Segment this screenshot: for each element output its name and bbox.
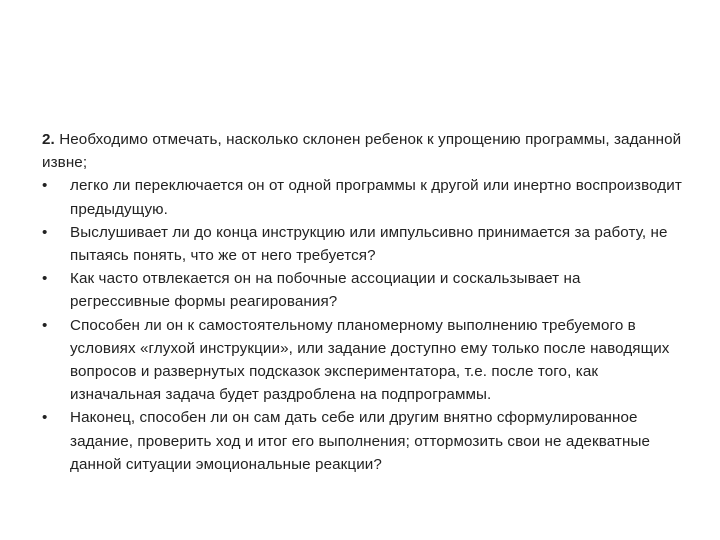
bullet-text: Как часто отвлекается он на побочные ассоциации и соскальзывает на регрессивные формы реагирования? [70,270,581,311]
bullet-item [42,406,682,476]
item-number: 2. [42,131,55,148]
bullet-item [42,314,682,407]
bullet-text: Выслушивает ли до конца инструкцию или импульсивно принимается за работу, не пытаясь понять, что же от него требуется? [70,223,668,265]
bullet-list [42,174,682,476]
bullet-icon: • [42,177,48,195]
bullet-text: Способен ли он к самостоятельному планомерному выполнению требуемого в условиях «глухой инструкции», или задание доступно ему только после наводящих вопросов и развернутых подсказок экспериментатора, т.е. после того, как изначальная задача будет раздроблена на подпрограммы. [70,316,670,404]
bullet-text: Наконец, способен ли он сам дать себе или другим внятно сформулированное задание, проверить ход и итог его выполнения; оттормозить свои не адекватные данной ситуации эмоциональные реакции? [70,409,651,473]
bullet-icon: • [42,316,48,334]
bullet-item [42,174,682,220]
bullet-icon: • [42,270,48,288]
bullet-item [42,267,682,313]
bullet-icon: • [42,223,48,241]
intro-paragraph [42,128,682,174]
bullet-icon: • [42,409,48,427]
bullet-item [42,221,682,267]
slide-text-block [42,128,682,476]
bullet-text: легко ли переключается он от одной программы к другой или инертно воспроизводит предыдущую. [70,177,682,218]
intro-text: Необходимо отмечать, насколько склонен ребенок к упрощению программы, заданной извне; [42,131,682,172]
